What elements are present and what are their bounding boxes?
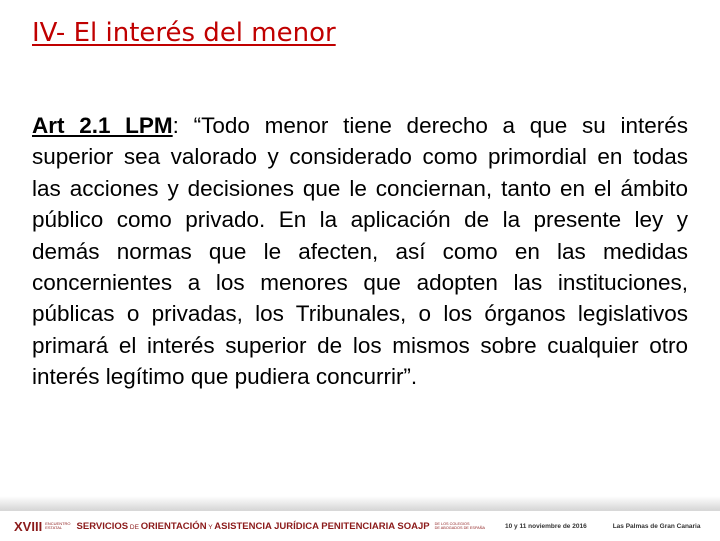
- footer-conj-2: Y: [206, 523, 215, 531]
- footer-organizer: [435, 522, 485, 530]
- footer-services-2: ORIENTACIÓN: [140, 520, 207, 532]
- footer-edition-subtitle: [45, 522, 70, 531]
- footer-edition-small-1: ENCUENTRO: [45, 520, 71, 526]
- footer-org-small-2: DE ABOGADOS DE ESPAÑA: [434, 526, 486, 530]
- footer-services-3: ASISTENCIA JURÍDICA PENITENCIARIA SOAJP: [214, 520, 430, 532]
- article-reference: Art 2.1 LPM: [32, 113, 173, 138]
- footer-banner: [0, 510, 720, 541]
- article-text: : “Todo menor tiene derecho a que su interés superior sea valorado y considerado como primordial en todas las acciones y decisiones que le conciernan, tanto en el ámbito público como privado. En la aplicación de la presente ley y demás normas que le afecten, así como en las medidas concernientes a los menores que adopten las instituciones, públicas o privadas, los Tribunales, o los órganos legislativos primará el interés superior de los mismos sobre cualquier otro interés legítimo que pudiera concurrir”.: [32, 113, 688, 390]
- footer-place: Las Palmas de Gran Canaria: [612, 522, 701, 530]
- article-quote: [32, 110, 688, 393]
- footer-edition: XVIII: [14, 518, 43, 534]
- footer-dates: 10 y 11 noviembre de 2016: [505, 522, 587, 530]
- footer-shadow: [0, 496, 720, 510]
- footer-event-name: [77, 521, 430, 532]
- footer-edition-small-2: ESTATAL: [45, 525, 63, 530]
- footer-org-small-1: DE LOS COLEGIOS: [434, 521, 470, 526]
- slide-title: IV- El interés del menor: [32, 18, 336, 48]
- footer-conj-1: DE: [128, 523, 141, 531]
- footer-services-1: SERVICIOS: [76, 520, 129, 532]
